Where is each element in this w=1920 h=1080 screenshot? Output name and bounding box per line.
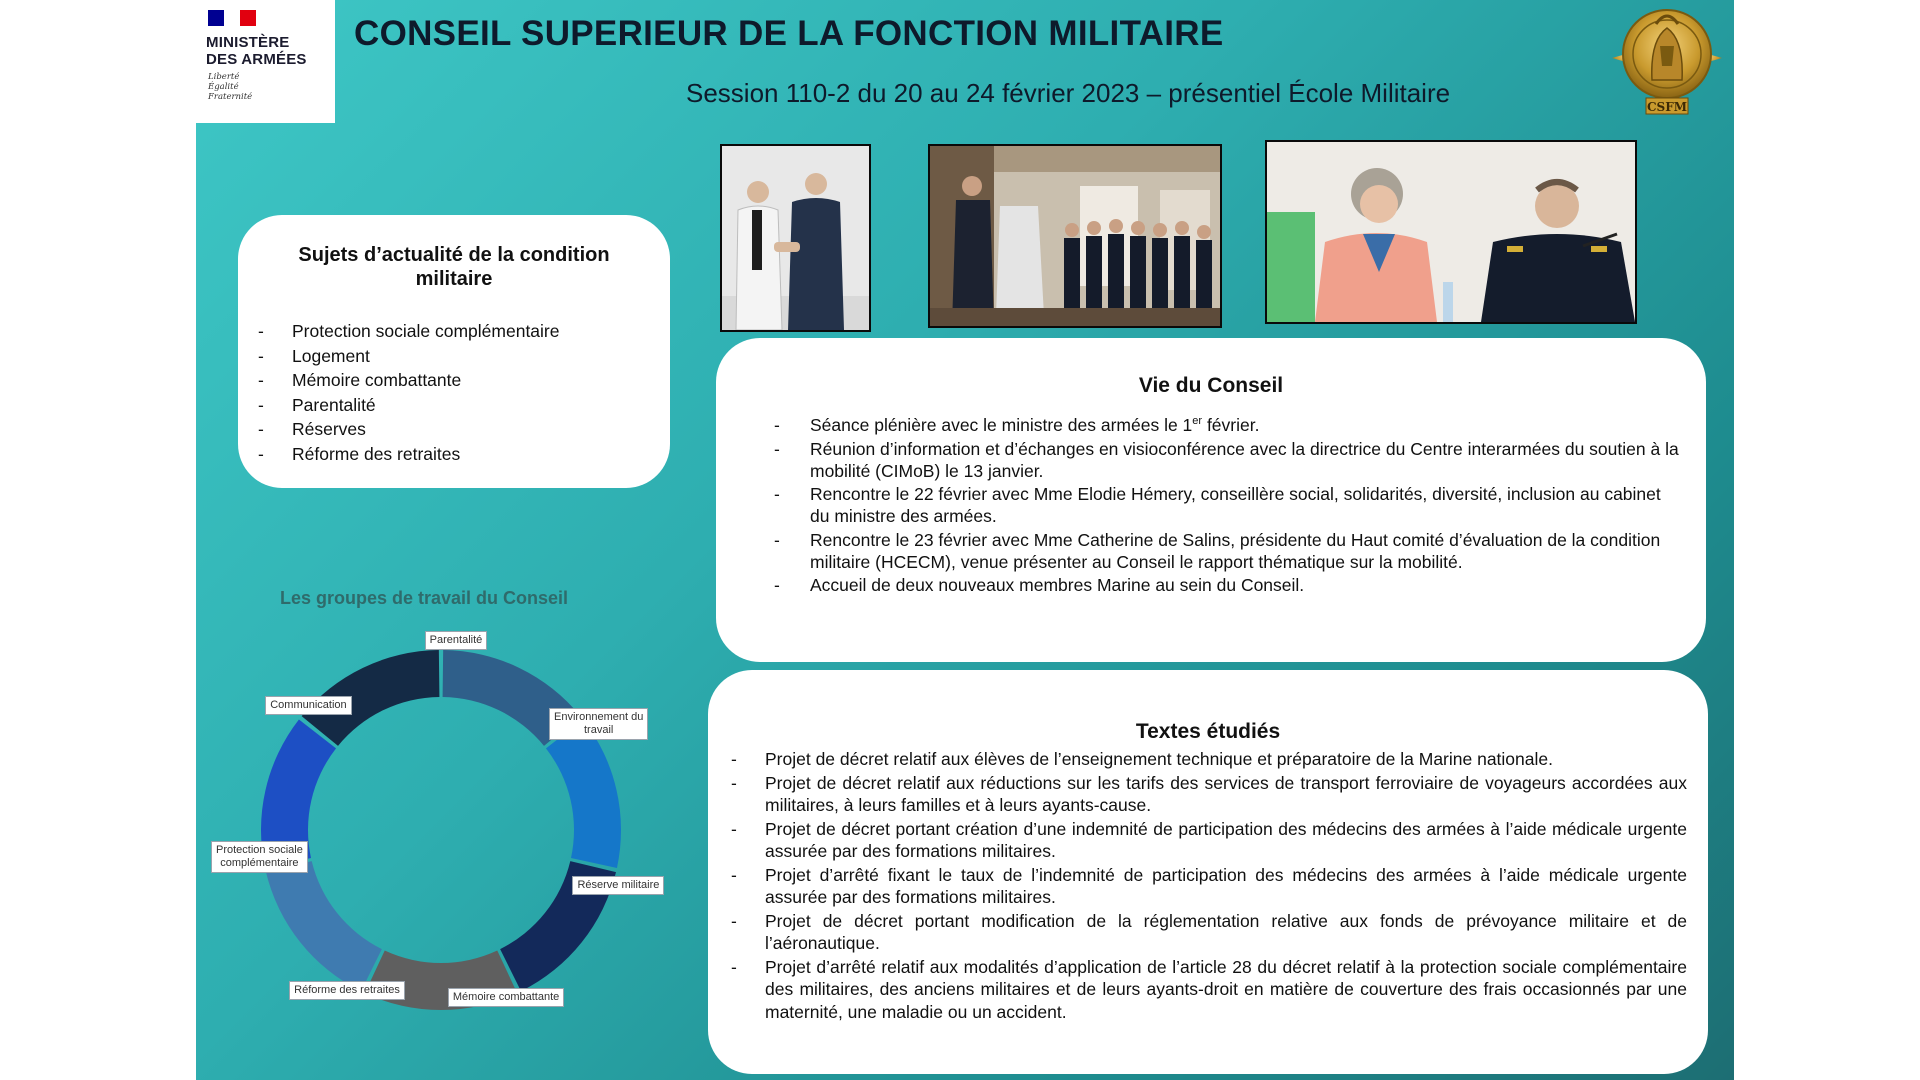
groups-ring-diagram — [216, 630, 660, 1030]
council-card — [716, 338, 1706, 662]
text-item: Projet de décret relatif aux réductions sur les tarifs des services de transport ferroviaire de voyageurs accordées aux militaires, à leurs familles et à leurs ayants-cause. — [765, 772, 1687, 815]
slide — [196, 0, 1734, 1080]
topic-text: Protection sociale complémentaire — [292, 321, 560, 341]
topic-text: Réforme des retraites — [292, 443, 461, 464]
superscript-er: er — [1192, 415, 1203, 428]
segment-label-line: complémentaire — [220, 857, 299, 870]
council-item-1-end: février. — [1202, 415, 1260, 435]
csfm-emblem-icon — [1600, 0, 1734, 118]
segment-label — [425, 631, 488, 650]
council-item-text: Accueil de deux nouveaux membres Marine au sein du Conseil. — [810, 575, 1305, 595]
french-flag-icon — [208, 10, 256, 26]
segment-label — [265, 696, 351, 715]
segment-label — [572, 876, 664, 895]
segment-label-line: Mémoire combattante — [452, 991, 560, 1004]
list-item: - Projet d’arrêté relatif aux modalités d’application de l’article 28 du décret relatif à la protection sociale complémentaire des militaires, des anciens militaires et de leurs ayants-droit en matière de couverture des frais occasionnés par une maternité, une maladie ou un accident. — [731, 956, 1687, 1022]
ministry-name-line-2: DES ARMÉES — [206, 51, 307, 68]
council-item-text: Rencontre le 22 février avec Mme Elodie Hémery, conseillère social, solidarités, diversité, inclusion au cabinet du ministre des armées. — [810, 484, 1661, 526]
topic-text: Parentalité — [292, 394, 376, 415]
list-item: - Projet de décret portant modification de la réglementation relative aux fonds de prévoyance militaire et de l’aéronautique. — [731, 910, 1687, 953]
photo-plenary-session — [928, 144, 1222, 328]
photo-handshake — [720, 144, 871, 332]
ministry-name — [206, 34, 307, 68]
text-item: Projet d’arrêté fixant le taux de l’indemnité de participation des médecins des armées à l’aide médicale urgente assurée par des formations militaires. — [765, 864, 1687, 907]
list-item: - Rencontre le 23 février avec Mme Catherine de Salins, présidente du Haut comité d’évaluation de la condition militaire (HCECM), venue présenter au Conseil le rapport thématique sur la mobilité. — [774, 529, 1661, 572]
list-item: - Réserves — [258, 419, 366, 439]
segment-label-line: Réforme des retraites — [294, 984, 400, 997]
texts-title: Textes étudiés — [1135, 720, 1281, 743]
list-item: - Logement — [258, 345, 370, 366]
list-item: - Projet de décret relatif aux élèves de l’enseignement technique et préparatoire de la Marine nationale. — [731, 749, 1553, 769]
segment-label-line: Parentalité — [429, 634, 483, 647]
list-item: - Projet d’arrêté fixant le taux de l’indemnité de participation des médecins des armées à l’aide médicale urgente assurée par des formations militaires. — [731, 864, 1687, 907]
list-item: - Mémoire combattante — [258, 370, 462, 390]
segment-label-line: travail — [584, 723, 614, 736]
list-item: - Accueil de deux nouveaux membres Marine au sein du Conseil. — [774, 575, 1305, 595]
emblem-text: CSFM — [1646, 100, 1688, 114]
segment-label-line: Protection sociale — [216, 844, 303, 857]
list-item: - Réforme des retraites — [258, 443, 461, 464]
page-title: CONSEIL SUPERIEUR DE LA FONCTION MILITAIRE — [354, 14, 1224, 53]
segment-label-line: Environnement du — [554, 710, 644, 723]
ring-segment — [266, 861, 382, 991]
topics-card — [238, 215, 670, 488]
republic-motto — [208, 72, 252, 102]
text-item: Projet de décret portant modification de la réglementation relative aux fonds de prévoyance militaire et de l’aéronautique. — [765, 910, 1687, 953]
topic-text: Réserves — [292, 419, 366, 439]
list-item: - Projet de décret relatif aux réductions sur les tarifs des services de transport ferroviaire de voyageurs accordées aux militaires, à leurs familles et à leurs ayants-cause. — [731, 772, 1687, 815]
text-item: Projet de décret portant création d’une indemnité de participation des médecins des armées à l’aide médicale urgente assurée par des formations militaires. — [765, 818, 1687, 861]
council-item-text: Rencontre le 23 février avec Mme Catherine de Salins, présidente du Haut comité d’évaluation de la condition militaire (HCECM), venue présenter au Conseil le rapport thématique sur la mobilité. — [810, 529, 1661, 572]
list-item: - Rencontre le 22 février avec Mme Elodie Hémery, conseillère social, solidarités, diversité, inclusion au cabinet du ministre des armées. — [774, 484, 1661, 526]
motto-line-3: Fraternité — [208, 92, 253, 102]
photo-meeting-table — [1265, 140, 1637, 324]
topics-list — [258, 319, 652, 466]
text-item: Projet d’arrêté relatif aux modalités d’application de l’article 28 du décret relatif à la protection sociale complémentaire des militaires, des anciens militaires et de leurs ayants-droit en matière de couverture des frais occasionnés par une maternité, une maladie ou un accident. — [765, 956, 1687, 1022]
session-subtitle: Session 110-2 du 20 au 24 février 2023 – présentiel École Militaire — [686, 78, 1451, 108]
list-item: - Réunion d’information et d’échanges en visioconférence avec la directrice du Centre interarmées du soutien à la mobilité (CIMoB) le 13 janvier. — [774, 438, 1679, 481]
segment-label — [549, 708, 648, 740]
groups-title: Les groupes de travail du Conseil — [279, 588, 569, 608]
segment-label-line: Réserve militaire — [577, 879, 660, 892]
council-title: Vie du Conseil — [1138, 374, 1284, 397]
texts-card — [708, 670, 1708, 1074]
topic-text: Mémoire combattante — [292, 370, 462, 390]
ring-svg — [241, 630, 644, 1030]
council-item-1-text: Séance plénière avec le ministre des armées le 1 — [810, 415, 1193, 435]
list-item: - Parentalité — [258, 394, 376, 415]
list-item: - Projet de décret portant création d’une indemnité de participation des médecins des armées à l’aide médicale urgente assurée par des formations militaires. — [731, 818, 1687, 861]
segment-label — [211, 841, 308, 873]
segment-label — [289, 981, 405, 1000]
motto-line-2: Égalité — [208, 82, 239, 92]
segment-label-line: Communication — [270, 699, 347, 712]
list-item: - Protection sociale complémentaire — [258, 321, 560, 341]
ministry-logo — [196, 0, 335, 123]
texts-list — [731, 748, 1687, 1024]
ring-segment — [546, 719, 621, 867]
topic-text: Logement — [292, 345, 370, 366]
text-item: Projet de décret relatif aux élèves de l’enseignement technique et préparatoire de la Marine nationale. — [765, 749, 1553, 769]
list-item: - Séance plénière avec le ministre des armées le 1er février. — [774, 415, 1260, 435]
topics-title: Sujets d’actualité de la condition militaire — [298, 244, 610, 290]
motto-line-1: Liberté — [208, 72, 240, 82]
segment-label — [448, 988, 564, 1007]
council-item-text: Réunion d’information et d’échanges en visioconférence avec la directrice du Centre interarmées du soutien à la mobilité (CIMoB) le 13 janvier. — [810, 438, 1679, 481]
ministry-name-line-1: MINISTÈRE — [206, 34, 290, 51]
council-list — [774, 414, 1680, 598]
